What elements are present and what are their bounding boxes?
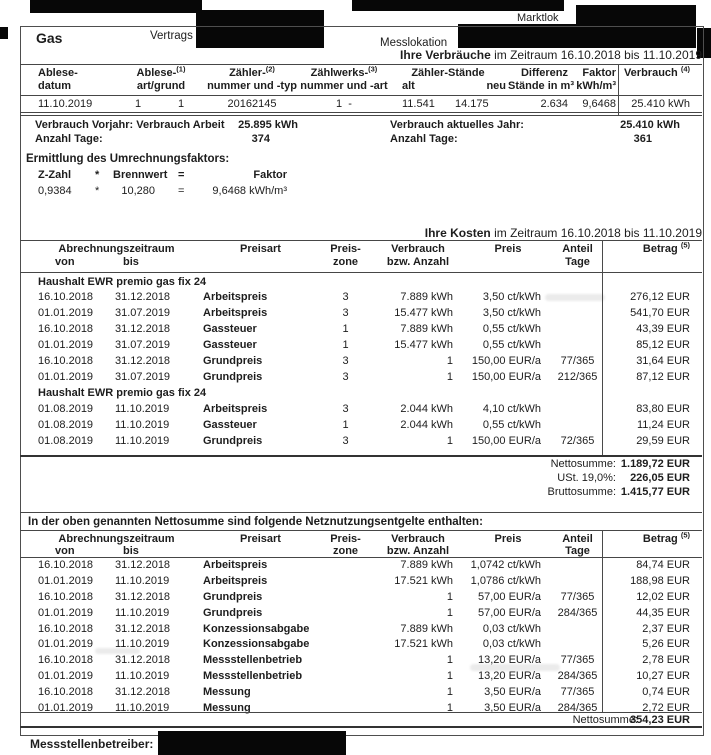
- col-ablese: Ablese-: [38, 67, 78, 79]
- col-preisart: Preisart: [240, 243, 281, 255]
- col-menge: Verbrauch: [391, 533, 445, 545]
- col-verbrauch: Verbrauch $^{(4)}$: [623, 64, 690, 79]
- cell-menge: 17.521 kWh: [394, 638, 453, 651]
- cell-menge: 7.889 kWh: [400, 291, 453, 303]
- cell-preis: 1,0742 ct/kWh: [470, 559, 541, 571]
- rule: [20, 712, 702, 713]
- summary-label: USt. 19,0%:: [557, 472, 616, 484]
- cell-betrag: 29,59 EUR: [636, 435, 690, 447]
- cell-preisart: Gassteuer: [203, 323, 257, 335]
- cell-von: 01.08.2019: [38, 403, 94, 415]
- cell-anteil: 72/365: [560, 435, 595, 447]
- cell-von: 16.10.2018: [38, 559, 94, 571]
- cell-betrag: 43,39 EUR: [636, 323, 690, 335]
- redaction-mark: [0, 27, 8, 39]
- rule: [20, 64, 702, 65]
- cell-preisart: Messstellenbetrieb: [203, 654, 303, 667]
- cell-preisart: Gassteuer: [203, 339, 257, 351]
- cell-preis: 150,00 EUR/a: [471, 355, 541, 367]
- col-faktor-sub: kWh/m³: [576, 80, 616, 92]
- cell-preis: 150,00 EUR/a: [471, 435, 541, 447]
- cell-bis: 11.10.2019: [115, 670, 170, 683]
- cell-ablesegrund: 1: [177, 98, 185, 110]
- cell-zone: [318, 623, 373, 639]
- cell-von: 16.10.2018: [38, 590, 94, 603]
- aktuell-tage-label: Anzahl Tage:: [390, 133, 458, 145]
- cell-preisart: Arbeitspreis: [203, 307, 268, 319]
- cell-anteil: [553, 638, 602, 654]
- cell-bis: 11.10.2019: [115, 574, 170, 587]
- rule: [20, 115, 702, 116]
- cell-zone: 3: [342, 371, 349, 383]
- cell-bis: 11.10.2019: [115, 606, 170, 619]
- cell-preis: 0,55 ct/kWh: [482, 323, 541, 335]
- mul-sign: *: [95, 185, 100, 197]
- cell-preisart: Grundpreis: [203, 355, 263, 367]
- cell-preisart: Messung: [203, 686, 251, 699]
- col-von: von: [55, 256, 75, 268]
- cell-betrag: 188,98 EUR: [630, 574, 690, 587]
- col-bis: bis: [123, 545, 139, 557]
- cell-zone: 3: [342, 355, 349, 367]
- cell-bis: 11.10.2019: [115, 403, 170, 415]
- cell-zone: 1: [342, 323, 349, 335]
- cell-von: 01.01.2019: [38, 638, 94, 651]
- col-art-sub: art/grund: [136, 80, 186, 92]
- zzahl-label: Z-Zahl: [38, 169, 71, 181]
- consumption-section-title: [400, 48, 702, 62]
- cell-preis: 1,0786 ct/kWh: [470, 574, 541, 587]
- cell-zone: [318, 591, 373, 607]
- cell-menge: 1: [446, 686, 453, 699]
- cell-betrag: 2,72 EUR: [642, 702, 690, 715]
- cell-zone: [318, 559, 373, 575]
- cell-zone: [318, 607, 373, 623]
- vorjahr-value: 25.895 kWh: [238, 119, 298, 131]
- col-ablese-sub: datum: [38, 80, 71, 92]
- aktuell-tage-value: 361: [633, 133, 652, 145]
- faktor-label: Faktor: [253, 169, 287, 181]
- col-betrag: Betrag $^{(5)}$: [642, 240, 690, 255]
- cell-menge: 1: [446, 670, 453, 683]
- col-anteil: Anteil: [562, 243, 593, 255]
- cell-von: 16.10.2018: [38, 323, 94, 335]
- col-preis: Preis: [494, 533, 522, 545]
- summary-label: Nettosumme:: [550, 458, 616, 470]
- cell-menge: 1: [446, 355, 453, 367]
- cell-bis: 31.12.2018: [115, 559, 171, 571]
- col-ablese-art: Ablese-$^{(1)}$: [136, 64, 186, 79]
- col-staende: Zähler-Stände: [411, 67, 485, 79]
- cell-bis: 31.12.2018: [115, 323, 171, 335]
- cell-anteil: 77/365: [560, 686, 595, 699]
- cell-preisart: Messstellenbetrieb: [203, 670, 303, 683]
- cell-preis: 3,50 EUR/a: [484, 686, 541, 699]
- cell-anteil: [553, 339, 602, 355]
- cell-anteil: 212/365: [557, 371, 598, 383]
- col-faktor: Faktor: [582, 67, 616, 79]
- title-lead: Ihre Verbräuche: [400, 48, 491, 62]
- redaction-messstellenbetreiber: [158, 731, 346, 755]
- cell-betrag: 0,74 EUR: [642, 686, 690, 699]
- cell-bis: 11.10.2019: [115, 638, 170, 651]
- aktuell-value: 25.410 kWh: [620, 119, 680, 131]
- cell-preisart: Konzessionsabgabe: [203, 622, 310, 635]
- cell-von: 01.01.2019: [38, 339, 94, 351]
- cell-bis: 31.12.2018: [115, 590, 171, 603]
- cell-faktor: 9,6468: [582, 98, 616, 110]
- summary-value: 1.189,72 EUR: [620, 458, 690, 470]
- cell-menge: 2.044 kWh: [400, 419, 453, 431]
- cell-betrag: 12,02 EUR: [636, 590, 690, 603]
- cell-bis: 31.12.2018: [115, 686, 171, 699]
- cell-betrag: 87,12 EUR: [636, 371, 690, 383]
- mul-sign: *: [95, 169, 100, 181]
- cell-preisart: Gassteuer: [203, 419, 257, 431]
- cell-stand-neu: 14.175: [455, 98, 489, 110]
- col-anteil-sub: Tage: [565, 545, 590, 557]
- col-zeitraum: Abrechnungszeitraum: [58, 533, 175, 545]
- rule: [20, 726, 702, 728]
- summary-value: 226,05 EUR: [630, 472, 690, 484]
- consumption-header-row2: [30, 80, 702, 93]
- cell-von: 01.01.2019: [38, 574, 94, 587]
- cell-betrag: 2,78 EUR: [642, 654, 690, 667]
- scan-smudge: [470, 664, 560, 671]
- cell-menge: 17.521 kWh: [394, 574, 453, 587]
- rule: [602, 240, 603, 455]
- cell-bis: 31.12.2018: [115, 622, 171, 635]
- cell-preisart: Arbeitspreis: [203, 291, 268, 303]
- cell-menge: 15.477 kWh: [394, 307, 453, 319]
- cell-preis: 0,55 ct/kWh: [482, 339, 541, 351]
- col-preis: Preis: [494, 243, 522, 255]
- rule: [20, 240, 702, 241]
- col-zaehler-sub: nummer und -typ: [207, 80, 297, 92]
- cell-menge: 1: [446, 590, 453, 603]
- col-zone-sub: zone: [332, 545, 359, 557]
- faktor-value: 9,6468 kWh/m³: [212, 185, 287, 197]
- cell-anteil: 284/365: [557, 606, 598, 619]
- aktuell-label: Verbrauch aktuelles Jahr:: [390, 119, 524, 131]
- cell-menge: 7.889 kWh: [400, 622, 453, 635]
- cell-anteil: [553, 559, 602, 575]
- cell-preisart: Grundpreis: [203, 435, 263, 447]
- consumption-data-row: [30, 98, 702, 111]
- cell-zone: [318, 670, 373, 686]
- cell-zone: 3: [342, 435, 349, 447]
- title-lead: Ihre Kosten: [424, 226, 491, 240]
- col-betrag: Betrag $^{(5)}$: [642, 530, 690, 545]
- rule: [20, 95, 702, 96]
- cell-preisart: Grundpreis: [203, 606, 263, 619]
- cell-menge: 1: [446, 702, 453, 715]
- cell-menge: 1: [446, 371, 453, 383]
- cell-betrag: 85,12 EUR: [636, 339, 690, 351]
- cell-betrag: 276,12 EUR: [630, 291, 690, 303]
- cell-anteil: [553, 623, 602, 639]
- col-zaehler: Zähler-$^{(2)}$: [229, 64, 275, 79]
- product-label: Gas: [36, 30, 63, 46]
- cell-zaehlwerk: 1 -: [336, 98, 352, 110]
- cell-zone: 3: [342, 403, 349, 415]
- cell-preisart: Arbeitspreis: [203, 403, 268, 415]
- rule: [20, 512, 702, 513]
- cell-bis: 11.10.2019: [115, 435, 170, 447]
- cell-betrag: 44,35 EUR: [636, 606, 690, 619]
- marktlokation-label: Marktlok: [517, 12, 559, 24]
- cell-von: 01.01.2019: [38, 307, 94, 319]
- summary-row: [30, 472, 702, 486]
- rule: [20, 557, 702, 558]
- cell-zaehlernummer: 20162145: [227, 98, 277, 110]
- cell-anteil: [553, 403, 602, 419]
- col-neu: neu: [486, 80, 506, 92]
- cell-preis: 0,03 ct/kWh: [482, 622, 541, 635]
- cell-bis: 31.07.2019: [115, 339, 171, 351]
- messstellenbetreiber-label: Messstellenbetreiber:: [30, 737, 154, 751]
- cell-von: 16.10.2018: [38, 686, 94, 699]
- cell-betrag: 10,27 EUR: [636, 670, 690, 683]
- cell-differenz: 2.634: [540, 98, 568, 110]
- cell-bis: 11.10.2019: [115, 419, 170, 431]
- cell-menge: 1: [446, 606, 453, 619]
- col-anteil: Anteil: [562, 533, 593, 545]
- summary-row: [30, 486, 702, 500]
- cell-zone: [318, 654, 373, 670]
- col-zaehlwerk-sub: nummer und -art: [300, 80, 388, 92]
- cell-anteil: [553, 307, 602, 323]
- cell-von: 01.08.2019: [38, 419, 94, 431]
- netz-section-title: In der oben genannten Nettosumme sind folgende Netznutzungsentgelte enthalten:: [28, 516, 483, 528]
- col-zone: Preis-: [330, 533, 361, 545]
- rule: [618, 64, 619, 115]
- cell-preis: 3,50 EUR/a: [484, 702, 541, 715]
- cell-preis: 13,20 EUR/a: [478, 670, 541, 683]
- col-anteil-sub: Tage: [565, 256, 590, 268]
- cell-von: 01.01.2019: [38, 702, 94, 715]
- col-menge: Verbrauch: [391, 243, 445, 255]
- tariff-group-label: Haushalt EWR premio gas fix 24: [38, 276, 207, 288]
- col-von: von: [55, 545, 75, 557]
- cell-menge: 15.477 kWh: [394, 339, 453, 351]
- vorjahr-tage-value: 374: [251, 133, 270, 145]
- cell-menge: 7.889 kWh: [400, 323, 453, 335]
- scan-smudge: [545, 294, 605, 301]
- col-menge-sub: bzw. Anzahl: [386, 545, 450, 557]
- cell-stand-alt: 11.541: [402, 98, 435, 110]
- cell-menge: 1: [446, 435, 453, 447]
- rule: [20, 112, 702, 113]
- cell-betrag: 11,24 EUR: [637, 419, 690, 431]
- cell-betrag: 31,64 EUR: [636, 355, 690, 367]
- cell-preisart: Konzessionsabgabe: [203, 638, 310, 651]
- messlokation-label: Messlokation: [380, 37, 448, 49]
- cell-bis: 31.07.2019: [115, 371, 171, 383]
- cell-betrag: 541,70 EUR: [630, 307, 690, 319]
- cell-preisart: Messung: [203, 702, 251, 715]
- cell-betrag: 2,37 EUR: [642, 622, 690, 635]
- cell-preis: 3,50 ct/kWh: [482, 291, 541, 303]
- cell-preisart: Arbeitspreis: [203, 574, 268, 587]
- col-preisart: Preisart: [240, 533, 281, 545]
- col-zone-sub: zone: [332, 256, 359, 268]
- cell-anteil: 77/365: [560, 590, 595, 603]
- cell-preis: 3,50 ct/kWh: [482, 307, 541, 319]
- cell-von: 16.10.2018: [38, 291, 94, 303]
- cell-preis: 0,55 ct/kWh: [482, 419, 541, 431]
- cell-preis: 150,00 EUR/a: [471, 371, 541, 383]
- rule: [602, 530, 603, 712]
- cell-zone: [318, 638, 373, 654]
- col-alt: alt: [402, 80, 415, 92]
- cell-bis: 31.12.2018: [115, 291, 171, 303]
- cost-summary: [30, 458, 702, 500]
- vorjahr-tage-label: Anzahl Tage:: [35, 133, 103, 145]
- cell-preisart: Grundpreis: [203, 371, 263, 383]
- cell-zone: 1: [342, 419, 349, 431]
- cell-preis: 4,10 ct/kWh: [482, 403, 541, 415]
- cell-von: 01.01.2019: [38, 670, 94, 683]
- cell-von: 16.10.2018: [38, 355, 94, 367]
- rule: [20, 455, 702, 457]
- cell-von: 16.10.2018: [38, 654, 94, 667]
- eq-sign: =: [178, 169, 185, 181]
- cell-bis: 11.10.2019: [115, 702, 170, 715]
- cell-anteil: [553, 323, 602, 339]
- cell-zone: 3: [342, 307, 349, 319]
- col-zaehlwerk: Zählwerks-$^{(3)}$: [310, 64, 378, 79]
- brennwert-label: Brennwert: [113, 169, 168, 181]
- col-differenz-sub: Stände in m³: [508, 80, 575, 92]
- cell-von: 01.08.2019: [38, 435, 94, 447]
- cell-preis: 0,03 ct/kWh: [482, 638, 541, 651]
- scan-smudge: [95, 648, 140, 654]
- cell-menge: 2.044 kWh: [400, 403, 453, 415]
- cell-betrag: 83,80 EUR: [636, 403, 690, 415]
- cell-zone: [318, 575, 373, 591]
- cell-preis: 57,00 EUR/a: [478, 606, 541, 619]
- consumption-header-row1: [30, 64, 702, 80]
- vorjahr-label: Verbrauch Vorjahr: Verbrauch Arbeit: [35, 119, 225, 131]
- cell-von: 16.10.2018: [38, 622, 94, 635]
- title-rest: im Zeitraum 16.10.2018 bis 11.10.2019: [490, 48, 702, 62]
- cell-zone: 3: [342, 291, 349, 303]
- cell-von: 01.01.2019: [38, 371, 94, 383]
- col-zeitraum: Abrechnungszeitraum: [58, 243, 175, 255]
- netz-summary-value: 354,23 EUR: [630, 714, 690, 726]
- cell-anteil: 77/365: [560, 654, 595, 667]
- umrechnung-title: Ermittlung des Umrechnungsfaktors:: [26, 153, 230, 165]
- cell-menge: 7.889 kWh: [400, 559, 453, 571]
- cell-betrag: 5,26 EUR: [642, 638, 690, 651]
- cell-anteil: [553, 575, 602, 591]
- col-zone: Preis-: [330, 243, 361, 255]
- summary-value: 1.415,77 EUR: [620, 486, 690, 498]
- contract-label: Vertrags: [150, 30, 193, 42]
- zzahl-value: 0,9384: [38, 185, 72, 197]
- cell-ablesedatum: 11.10.2019: [38, 98, 93, 110]
- cell-preis: 13,20 EUR/a: [478, 654, 541, 667]
- col-menge-sub: bzw. Anzahl: [386, 256, 450, 268]
- cell-ableseart: 1: [134, 98, 142, 110]
- cell-menge: 1: [446, 654, 453, 667]
- rule: [20, 530, 702, 531]
- cell-preis: 57,00 EUR/a: [478, 590, 541, 603]
- netz-summary-label: Nettosumme:: [572, 714, 638, 726]
- cell-preisart: Grundpreis: [203, 590, 263, 603]
- cell-von: 01.01.2019: [38, 606, 94, 619]
- cell-anteil: 77/365: [560, 355, 595, 367]
- eq-sign: =: [178, 185, 185, 197]
- cell-betrag: 84,74 EUR: [636, 559, 690, 571]
- cell-zone: 1: [342, 339, 349, 351]
- cell-verbrauch: 25.410 kWh: [631, 98, 690, 110]
- col-bis: bis: [123, 256, 139, 268]
- cell-bis: 31.12.2018: [115, 654, 171, 667]
- summary-label: Bruttosumme:: [547, 486, 616, 498]
- cell-zone: [318, 686, 373, 702]
- col-differenz: Differenz: [520, 67, 568, 79]
- cell-anteil: 284/365: [557, 702, 598, 715]
- tariff-group-label: Haushalt EWR premio gas fix 24: [38, 387, 207, 399]
- cell-anteil: 284/365: [557, 670, 598, 683]
- cell-bis: 31.12.2018: [115, 355, 171, 367]
- cell-zone: [318, 702, 373, 718]
- title-rest: im Zeitraum 16.10.2018 bis 11.10.2019: [490, 226, 702, 240]
- cell-bis: 31.07.2019: [115, 307, 171, 319]
- cost-section-title: [425, 226, 702, 240]
- cell-preisart: Arbeitspreis: [203, 559, 268, 571]
- summary-row: [30, 458, 702, 472]
- rule: [20, 272, 702, 273]
- brennwert-value: 10,280: [121, 185, 155, 197]
- cell-anteil: [553, 419, 602, 435]
- redaction-bar: [352, 0, 564, 11]
- redaction-bar: [30, 0, 202, 13]
